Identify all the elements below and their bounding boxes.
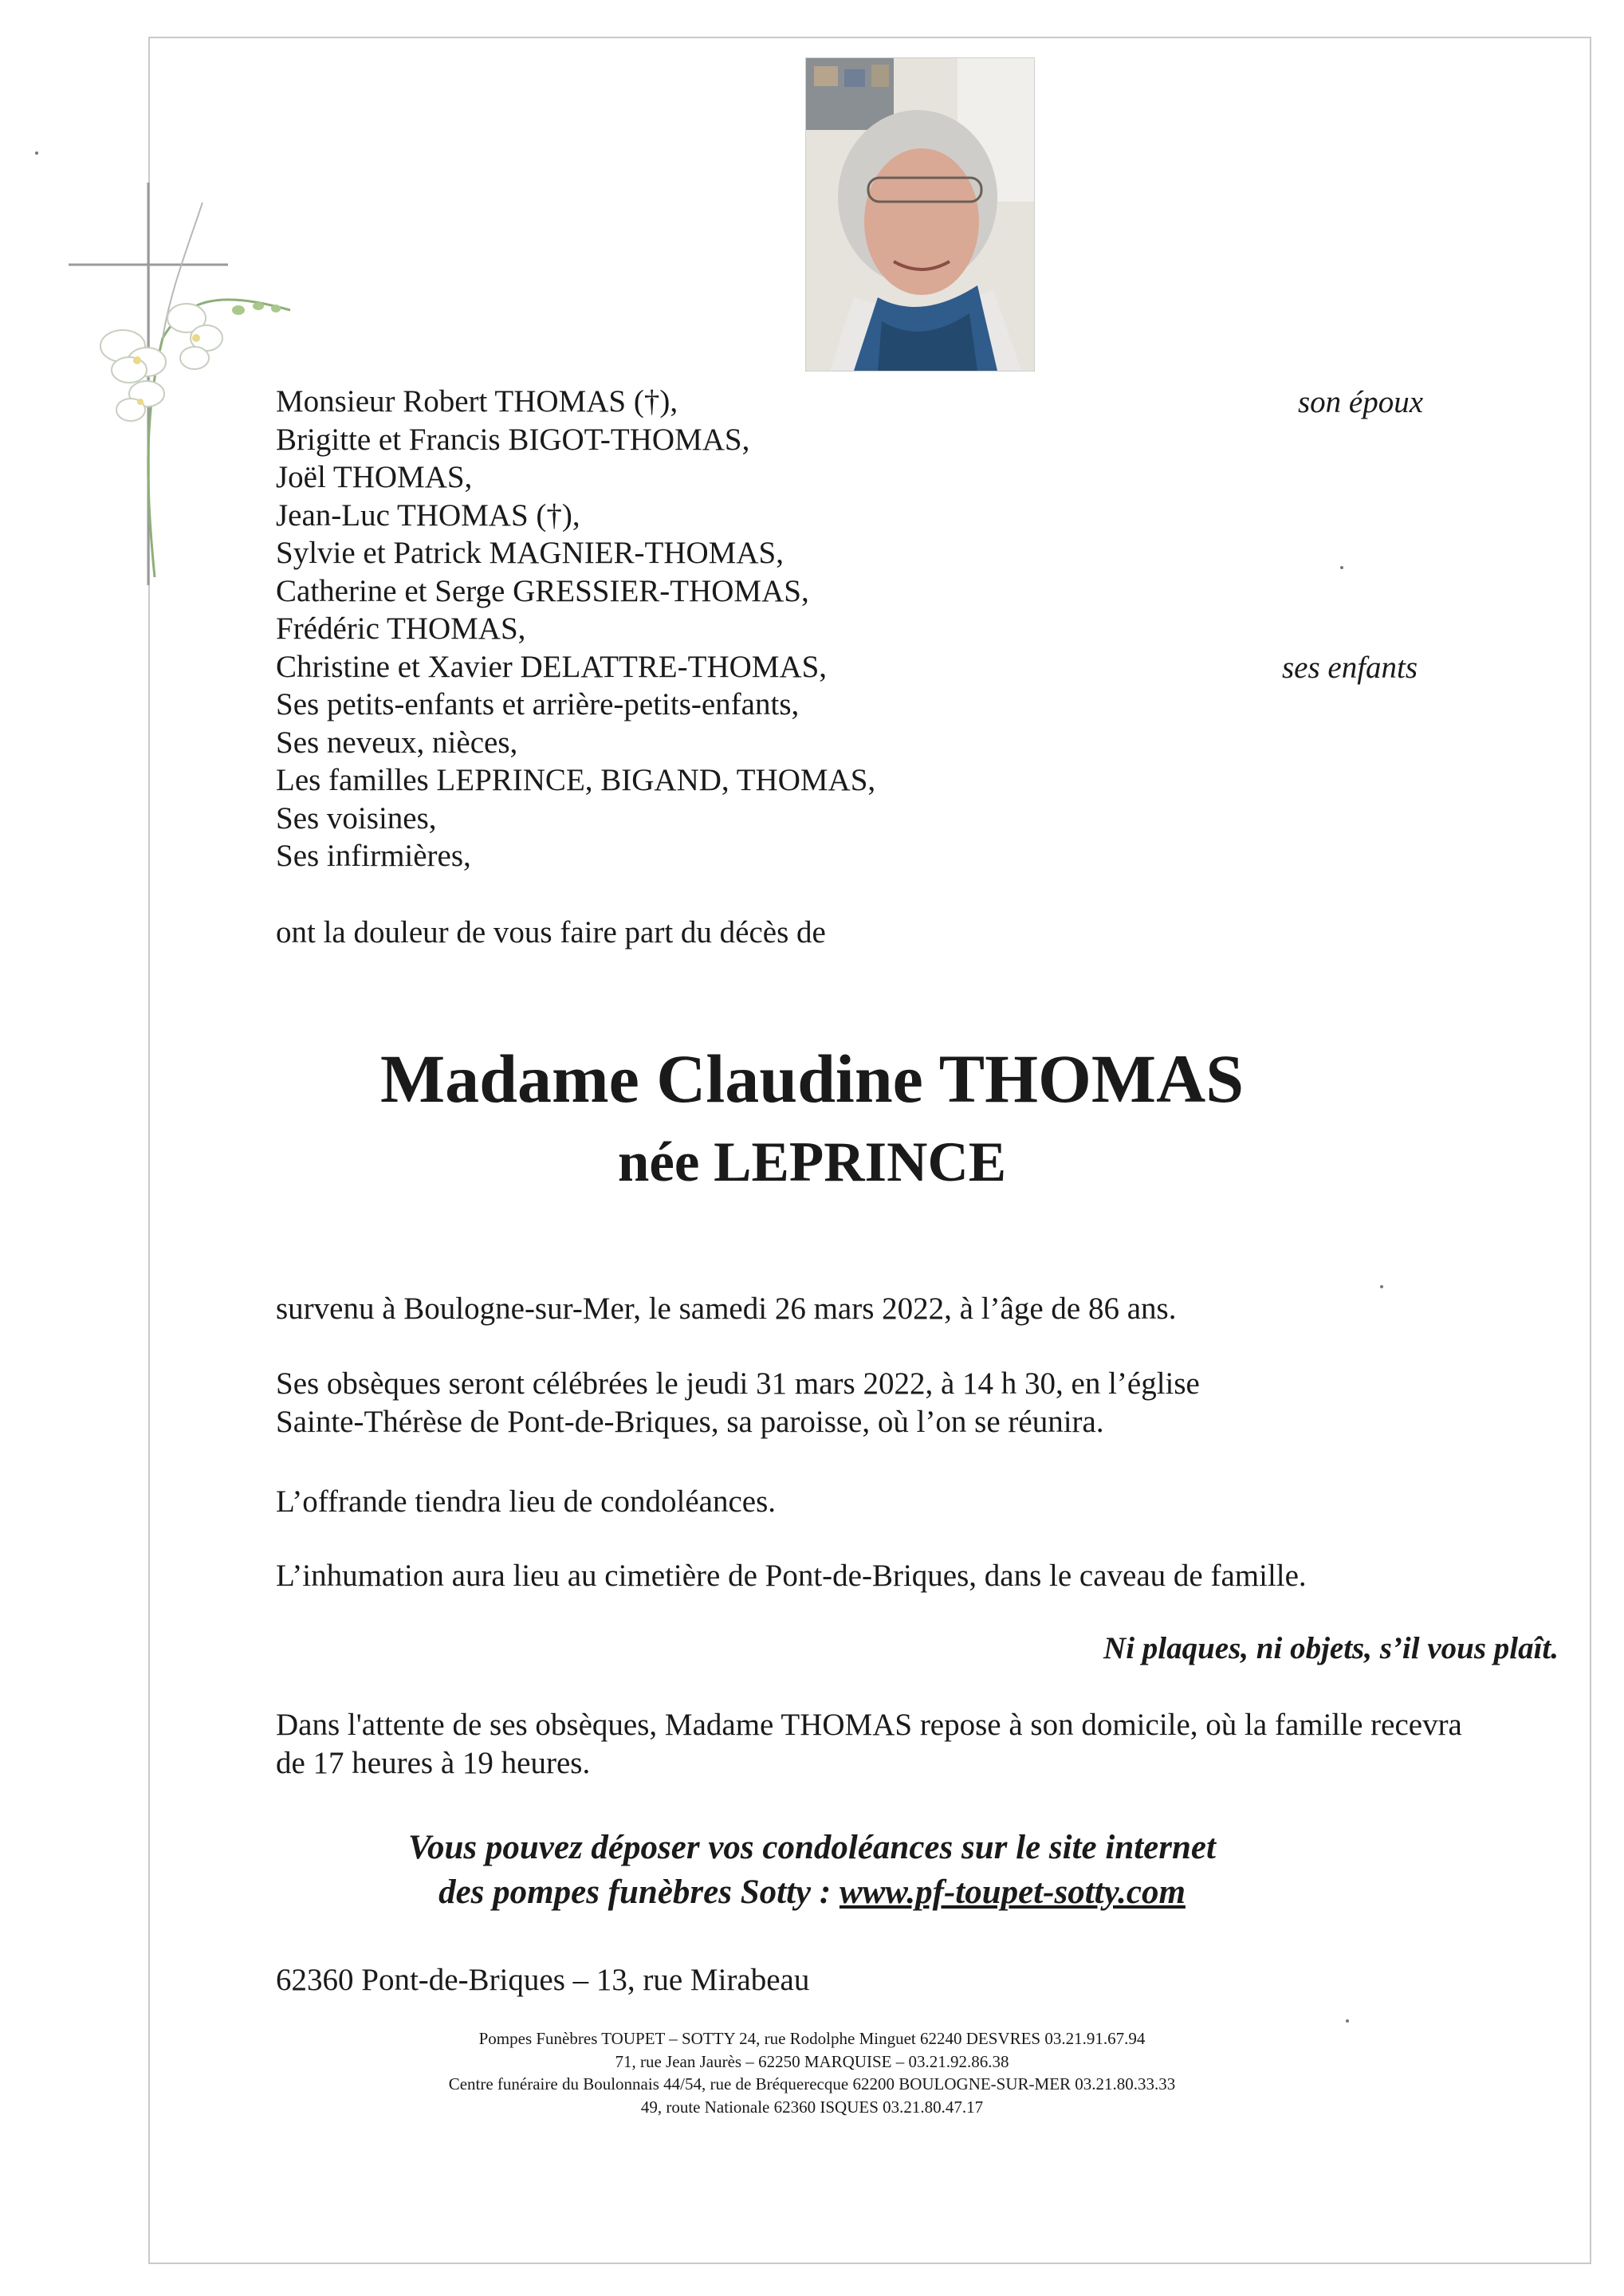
family-member: Ses petits-enfants et arrière-petits-enfants, bbox=[276, 687, 800, 721]
wake-line: de 17 heures à 19 heures. bbox=[276, 1745, 591, 1780]
announcement-text: ont la douleur de vous faire part du décès de bbox=[276, 915, 826, 949]
family-member: Catherine et Serge GRESSIER-THOMAS, bbox=[276, 573, 809, 608]
family-list bbox=[276, 383, 1472, 875]
condolences-line-prefix: des pompes funèbres Sotty : bbox=[438, 1873, 840, 1911]
family-member: Ses neveux, nièces, bbox=[276, 725, 518, 760]
funeral-line: Ses obsèques seront célébrées le jeudi 31 mars 2022, à 14 h 30, en l’église bbox=[276, 1366, 1200, 1401]
scan-speck bbox=[1380, 1285, 1383, 1288]
scan-speck bbox=[35, 151, 38, 155]
family-member: Joël THOMAS, bbox=[276, 460, 473, 494]
funeral-home-footer bbox=[0, 2027, 1624, 2118]
relation-spouse: son époux bbox=[1298, 385, 1424, 419]
scan-speck bbox=[1340, 566, 1343, 569]
family-member: Frédéric THOMAS, bbox=[276, 611, 526, 646]
condolences-notice bbox=[0, 1826, 1624, 1915]
scan-speck bbox=[1346, 2019, 1349, 2023]
family-member: Ses infirmières, bbox=[276, 839, 471, 873]
funeral-paragraph bbox=[276, 1365, 1551, 1441]
footer-line: Pompes Funèbres TOUPET – SOTTY 24, rue Rodolphe Minguet 62240 DESVRES 03.21.91.67.94 bbox=[478, 2029, 1146, 2048]
death-paragraph: survenu à Boulogne-sur-Mer, le samedi 26 mars 2022, à l’âge de 86 ans. bbox=[276, 1292, 1177, 1326]
funeral-line: Sainte-Thérèse de Pont-de-Briques, sa paroisse, où l’on se réunira. bbox=[276, 1404, 1104, 1439]
address-line: 62360 Pont-de-Briques – 13, rue Mirabeau bbox=[276, 1963, 810, 1997]
wake-line: Dans l'attente de ses obsèques, Madame THOMAS repose à son domicile, où la famille recevra bbox=[276, 1708, 1462, 1742]
no-flowers-note: Ni plaques, ni objets, s’il vous plaît. bbox=[1103, 1631, 1559, 1665]
wake-paragraph bbox=[276, 1706, 1543, 1782]
family-member: Jean-Luc THOMAS (†), bbox=[276, 497, 580, 533]
offering-paragraph: L’offrande tiendra lieu de condoléances. bbox=[276, 1484, 776, 1519]
family-member: Monsieur Robert THOMAS (†), bbox=[276, 384, 678, 419]
family-member: Les familles LEPRINCE, BIGAND, THOMAS, bbox=[276, 763, 876, 797]
website-link[interactable]: www.pf-toupet-sotty.com bbox=[839, 1873, 1186, 1911]
portrait-photo bbox=[805, 57, 1035, 372]
deceased-maiden-name: née LEPRINCE bbox=[617, 1131, 1007, 1193]
deceased-name: Madame Claudine THOMAS bbox=[379, 1040, 1245, 1117]
footer-line: 49, route Nationale 62360 ISQUES 03.21.80.47.17 bbox=[640, 2097, 984, 2117]
relation-children: ses enfants bbox=[1282, 651, 1418, 685]
footer-line: 71, rue Jean Jaurès – 62250 MARQUISE – 03.21.92.86.38 bbox=[615, 2051, 1009, 2071]
condolences-line: Vous pouvez déposer vos condoléances sur le site internet bbox=[408, 1829, 1216, 1866]
footer-line: Centre funéraire du Boulonnais 44/54, rue de Bréquerecque 62200 BOULOGNE-SUR-MER 03.21.80.33.33 bbox=[448, 2074, 1176, 2094]
family-member: Ses voisines, bbox=[276, 800, 437, 835]
family-member: Sylvie et Patrick MAGNIER-THOMAS, bbox=[276, 536, 784, 570]
family-member: Christine et Xavier DELATTRE-THOMAS, bbox=[276, 649, 828, 684]
cross-orchid-ornament bbox=[67, 179, 306, 593]
family-member: Brigitte et Francis BIGOT-THOMAS, bbox=[276, 422, 750, 457]
burial-paragraph: L’inhumation aura lieu au cimetière de Pont-de-Briques, dans le caveau de famille. bbox=[276, 1559, 1307, 1593]
